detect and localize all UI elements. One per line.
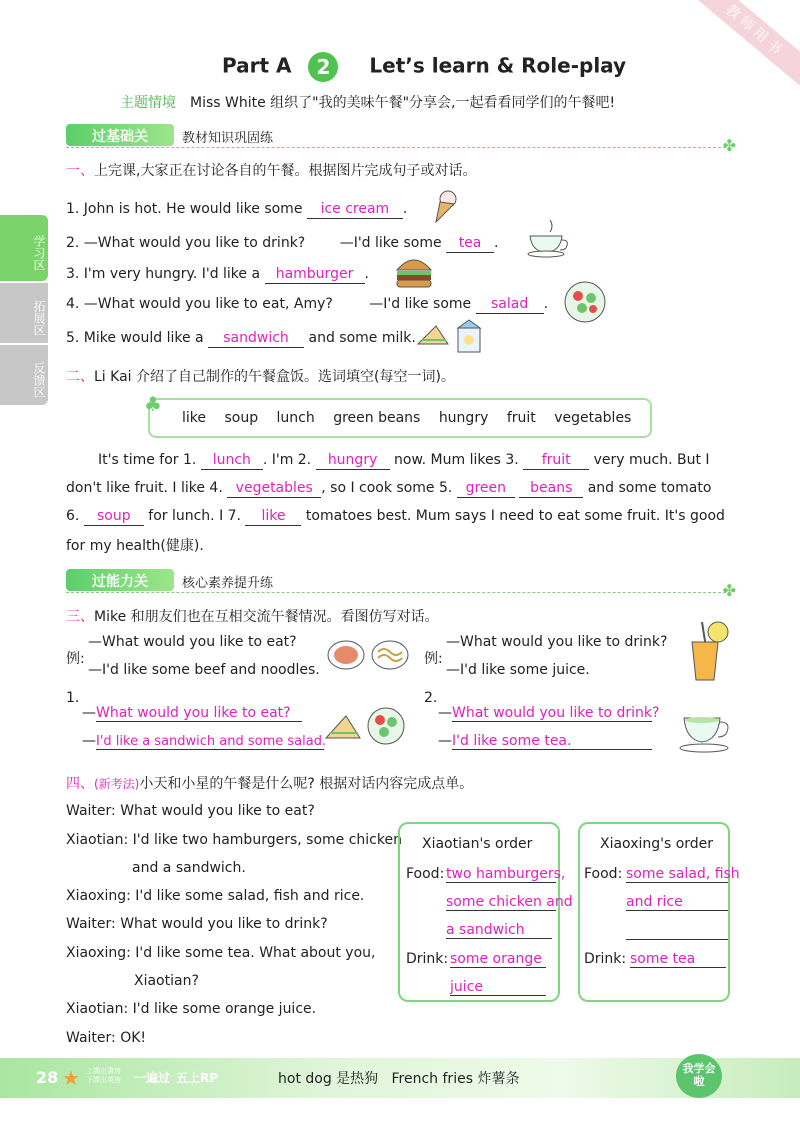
passage-line-1: It's time for 1. lunch . I'm 2. hungry now. Mum likes 3. fruit very much. But I: [98, 452, 710, 468]
word-bank-word: like: [182, 410, 207, 426]
page-number: 28: [36, 1068, 59, 1087]
q2-question-answer[interactable]: What would you like to drink?: [452, 705, 660, 721]
section-ability-banner: 过能力关: [66, 569, 174, 591]
section-basic-header: [66, 124, 736, 155]
tea-cup-icon: [678, 708, 736, 754]
example-label-2: 例:: [424, 651, 443, 667]
section-ability-subtitle: 核心素养提升练: [182, 576, 274, 591]
dialogue-line: Xiaotian?: [134, 973, 199, 989]
food-answer[interactable]: two hamburgers,: [446, 866, 566, 882]
dialogue-line: Xiaoxing: I'd like some salad, fish and rice.: [66, 888, 365, 904]
beef-plate-icon: [326, 638, 366, 672]
order-title: Xiaotian's order: [422, 836, 533, 852]
salad-bowl-icon: [562, 280, 608, 324]
answer-blank[interactable]: hungry: [316, 451, 390, 470]
answer-blank[interactable]: like: [245, 507, 301, 526]
q1-answer-line: —I'd like a sandwich and some salad.: [82, 733, 327, 749]
answer-blank[interactable]: hamburger: [265, 265, 365, 284]
section-basic-banner: 过基础关: [66, 124, 174, 146]
side-tab-study[interactable]: 学习区: [0, 215, 48, 281]
sandwich-icon: [324, 712, 362, 742]
corner-stamp: 教师用书: [689, 0, 800, 89]
new-format-tag: (新考法): [94, 777, 140, 791]
word-bank-word: lunch: [276, 410, 315, 426]
dialogue-line: Waiter: OK!: [66, 1030, 147, 1046]
dialogue-line: Xiaotian: I'd like two hamburgers, some chicken: [66, 832, 402, 848]
dialogue-line: Xiaotian: I'd like some orange juice.: [66, 1001, 317, 1017]
page-title: [222, 52, 626, 82]
passage-line-4: for my health(健康).: [66, 538, 204, 554]
answer-blank[interactable]: sandwich: [208, 329, 304, 348]
clover-icon: ✤: [722, 581, 736, 600]
tree-icon: ♣: [144, 392, 162, 416]
sandwich-icon: [416, 322, 450, 348]
drink-label: Drink:: [406, 951, 449, 967]
q2-question-line: —What would you like to drink?: [438, 705, 660, 721]
word-bank-word: vegetables: [554, 410, 632, 426]
q1-question-line: —What would you like to eat?: [82, 705, 302, 722]
answer-blank[interactable]: tea: [446, 234, 494, 253]
example-label: 例:: [66, 651, 85, 667]
grade-label: 五上RP: [176, 1071, 219, 1085]
milk-carton-icon: [454, 318, 484, 354]
juice-glass-icon: [682, 620, 732, 682]
food-answer-empty[interactable]: [626, 922, 728, 940]
passage-line-2: don't like fruit. I like 4. vegetables , so I cook some 5. green beans and some tomato: [66, 480, 712, 496]
food-answer[interactable]: a sandwich: [446, 922, 552, 939]
q1-number: 1.: [66, 690, 80, 706]
title-part: Part A: [222, 53, 292, 78]
noodles-bowl-icon: [370, 638, 410, 672]
q1-question-answer[interactable]: What would you like to eat?: [96, 705, 302, 722]
dialogue-line: Xiaoxing: I'd like some tea. What about you,: [66, 945, 376, 961]
brand-name: 一遍过: [134, 1071, 171, 1085]
drink-answer[interactable]: some orange: [450, 951, 546, 968]
food-label: Food:: [584, 866, 623, 882]
part3-title: 三、Mike 和朋友们也在互相交流午餐情况。看图仿写对话。: [66, 609, 439, 625]
food-answer[interactable]: and rice: [626, 894, 728, 911]
q2-number: 2.: [424, 690, 438, 706]
part1-title: 一、上完课,大家正在讨论各自的午餐。根据图片完成句子或对话。: [66, 163, 477, 179]
answer-blank[interactable]: salad: [476, 295, 544, 314]
section-ability-header: [66, 569, 736, 600]
answer-blank[interactable]: beans: [519, 479, 583, 498]
drink-label: Drink:: [584, 951, 627, 967]
answer-blank[interactable]: vegetables: [227, 479, 321, 498]
passage-line-3: 6. soup for lunch. I 7. like tomatoes best. Mum says I need to eat some fruit. It's good: [66, 508, 725, 524]
word-bank-word: fruit: [506, 410, 536, 426]
part4-title: 四、(新考法)小天和小星的午餐是什么呢? 根据对话内容完成点单。: [66, 776, 474, 792]
example1-answer: —I'd like some beef and noodles.: [88, 662, 320, 678]
word-bank-box: [144, 392, 652, 438]
theme-line: [120, 92, 615, 112]
title-lesson: Let’s learn & Role-play: [369, 53, 627, 78]
food-answer[interactable]: some chicken and: [446, 894, 573, 910]
hamburger-icon: [394, 254, 434, 290]
q2-answer-line: —I'd like some tea.: [438, 733, 652, 750]
word-bank-words: [182, 410, 631, 426]
p1-item-1: 1. John is hot. He would like some ice cream .: [66, 201, 408, 217]
p1-item-3: 3. I'm very hungry. I'd like a hamburger .: [66, 266, 369, 282]
food-label: Food:: [406, 866, 445, 882]
salad-bowl-icon: [366, 706, 406, 746]
footer-bar: [0, 1058, 800, 1098]
brand-small: 上課出書房 下課出英房: [86, 1067, 121, 1084]
xiaotian-order-box: [398, 822, 573, 1002]
order-title: Xiaoxing's order: [600, 836, 714, 852]
q2-answer-answer[interactable]: I'd like some tea.: [452, 733, 652, 750]
mascot-icon: ★: [62, 1066, 80, 1090]
p1-item-5: 5. Mike would like a sandwich and some milk.: [66, 330, 416, 346]
theme-label: 主题情境: [120, 95, 176, 111]
food-answer[interactable]: some salad, fish: [626, 866, 740, 882]
word-bank-word: soup: [224, 410, 259, 426]
answer-blank[interactable]: green: [457, 479, 515, 498]
example2-answer: —I'd like some juice.: [446, 662, 590, 678]
answer-blank[interactable]: lunch: [201, 451, 263, 470]
side-tab-feedback[interactable]: 反馈区: [0, 345, 48, 405]
section-basic-subtitle: 教材知识巩固练: [182, 131, 274, 146]
lesson-number-badge: 2: [308, 52, 338, 82]
divider-line: [66, 147, 726, 148]
part2-title: 二、Li Kai 介绍了自己制作的午餐盒饭。选词填空(每空一词)。: [66, 369, 455, 385]
word-bank-word: hungry: [438, 410, 489, 426]
clover-icon: ✤: [722, 136, 736, 155]
p1-item-4: 4. —What would you like to eat, Amy? —I'd like some salad .: [66, 296, 549, 312]
drink-answer[interactable]: some tea: [630, 951, 726, 968]
dialogue-line: and a sandwich.: [132, 860, 246, 876]
q1-answer-answer[interactable]: I'd like a sandwich and some salad.: [96, 734, 327, 749]
answer-blank[interactable]: ice cream: [307, 200, 403, 219]
drink-answer[interactable]: juice: [450, 979, 546, 996]
answer-blank[interactable]: soup: [84, 507, 144, 526]
word-bank-word: green beans: [333, 410, 421, 426]
tea-cup-icon: [526, 218, 572, 258]
footer-note: hot dog 是热狗 French fries 炸薯条: [278, 1071, 520, 1087]
dialogue-line: Waiter: What would you like to eat?: [66, 803, 315, 819]
example1-question: —What would you like to eat?: [88, 634, 297, 650]
xiaoxing-order-box: [578, 822, 740, 1002]
divider-line: [66, 592, 726, 593]
side-tab-expand[interactable]: 拓展区: [0, 283, 48, 343]
ice-cream-icon: [428, 190, 458, 226]
answer-blank[interactable]: fruit: [523, 451, 589, 470]
dialogue-line: Waiter: What would you like to drink?: [66, 916, 328, 932]
theme-text: Miss White 组织了"我的美味午餐"分享会,一起看看同学们的午餐吧!: [190, 95, 616, 111]
learned-badge[interactable]: 我学会啦: [676, 1054, 722, 1098]
p1-item-2: 2. —What would you like to drink? —I'd like some tea .: [66, 235, 499, 251]
example2-question: —What would you like to drink?: [446, 634, 668, 650]
